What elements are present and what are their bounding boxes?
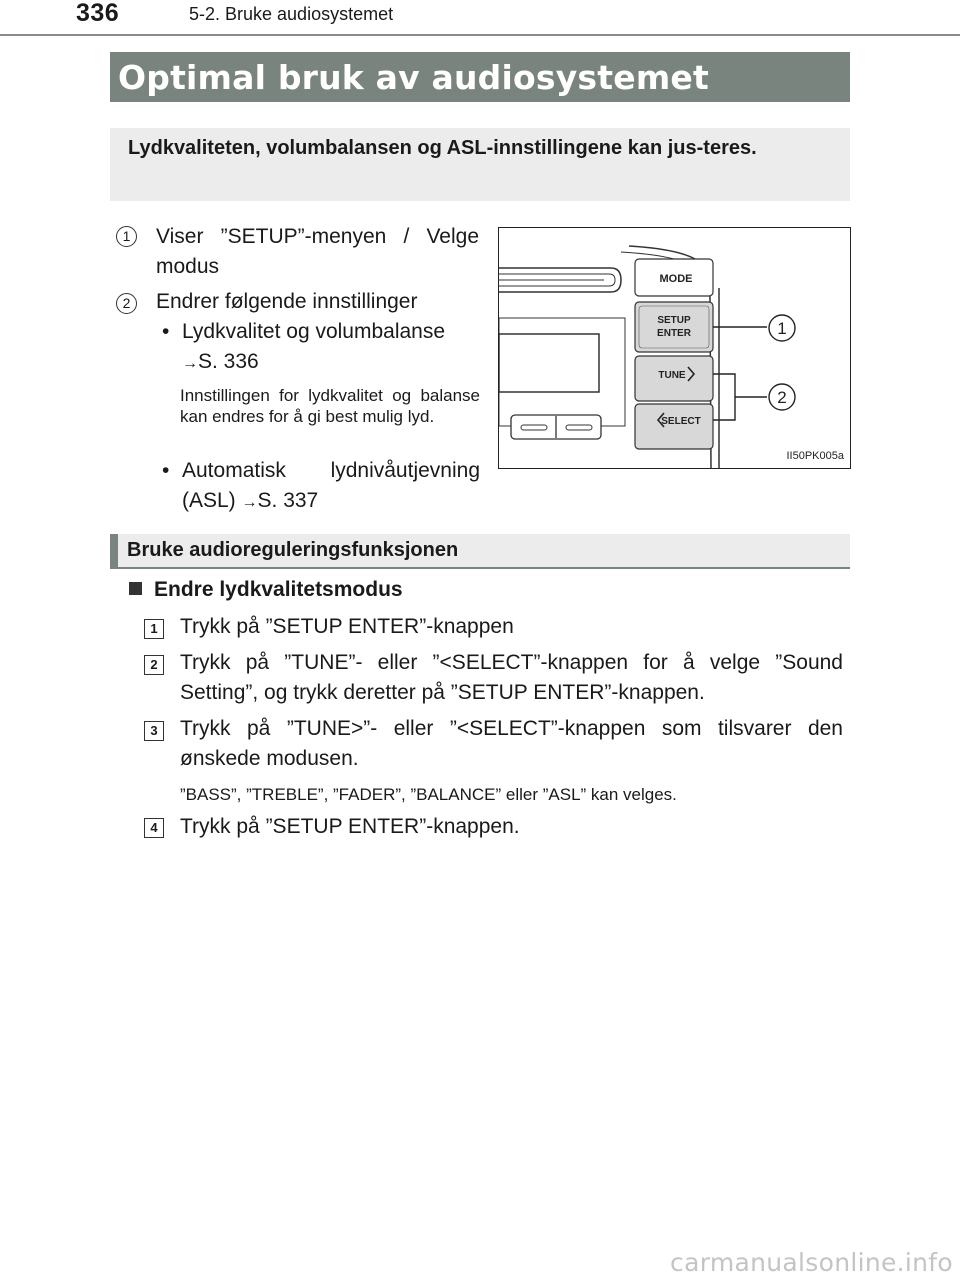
audio-panel-drawing xyxy=(499,228,850,468)
page-number: 336 xyxy=(76,0,120,27)
bullet-ref-prefix: (ASL) xyxy=(182,489,242,512)
title-bar xyxy=(110,52,850,102)
arrow-icon: → xyxy=(241,494,258,511)
bullet-ref xyxy=(182,486,318,518)
section-bar xyxy=(110,534,850,569)
step-2-text: Trykk på ”TUNE”- eller ”<SELECT”-knappen for å velge ”Sound Setting”, og trykk deretter på ”SETUP ENTER”-knappen. xyxy=(180,651,843,704)
page-ref-link[interactable]: S. 336 xyxy=(198,350,259,373)
step-3-text: Trykk på ”TUNE>”- eller ”<SELECT”-knappen som tilsvarer den ønskede modusen. xyxy=(180,717,843,770)
callout-2-marker: 2 xyxy=(116,293,137,314)
intro-text: Lydkvaliteten, volumbalansen og ASL-innstillingene kan jus-teres. xyxy=(128,137,757,159)
intro-box xyxy=(110,128,850,201)
callout-2-number: 2 xyxy=(777,388,787,407)
mode-button-label: MODE xyxy=(659,273,693,285)
square-bullet-icon xyxy=(129,582,142,595)
step-2-marker: 2 xyxy=(144,655,164,675)
bullet-marker: • xyxy=(162,320,170,343)
callout-1-text: Viser ”SETUP”-menyen / Velge modus xyxy=(156,225,479,278)
tune-button-label: TUNE xyxy=(658,370,686,381)
section-label: 5-2. Bruke audiosystemet xyxy=(189,4,394,24)
audio-panel-illustration xyxy=(498,227,851,469)
step-1-marker: 1 xyxy=(144,619,164,639)
setup-button-label: SETUP xyxy=(657,315,691,326)
bullet-text: Lydkvalitet og volumbalanse xyxy=(182,320,446,343)
bullet-text: Automatisk lydnivåutjevning xyxy=(182,459,480,482)
small-note: Innstillingen for lydkvalitet og balanse kan endres for å gi best mulig lyd. xyxy=(180,386,480,426)
subheading-text: Endre lydkvalitetsmodus xyxy=(154,578,403,601)
step-1-text: Trykk på ”SETUP ENTER”-knappen xyxy=(180,615,514,638)
callout-1-number: 1 xyxy=(777,319,787,338)
page-ref-link[interactable]: S. 337 xyxy=(257,489,319,512)
subheading xyxy=(129,578,403,602)
select-button-label: SELECT xyxy=(661,416,701,427)
callout-1-marker: 1 xyxy=(116,226,137,247)
step-3-marker: 3 xyxy=(144,721,164,741)
section-bar-accent xyxy=(110,534,118,569)
bullet-ref xyxy=(182,347,259,379)
bullet-marker: • xyxy=(162,459,170,482)
enter-button-label: ENTER xyxy=(657,328,691,339)
step-3-note: ”BASS”, ”TREBLE”, ”FADER”, ”BALANCE” eller ”ASL” kan velges. xyxy=(180,785,677,804)
watermark: carmanualsonline.info xyxy=(670,1248,953,1277)
step-4-marker: 4 xyxy=(144,818,164,838)
header-rule xyxy=(0,34,960,36)
step-4-text: Trykk på ”SETUP ENTER”-knappen. xyxy=(180,815,520,838)
section-title: Bruke audioreguleringsfunksjonen xyxy=(127,539,459,561)
illustration-code: II50PK005a xyxy=(786,450,844,462)
arrow-icon: → xyxy=(182,355,198,372)
callout-2-text: Endrer følgende innstillinger xyxy=(156,290,418,313)
page-title: Optimal bruk av audiosystemet xyxy=(118,58,709,97)
